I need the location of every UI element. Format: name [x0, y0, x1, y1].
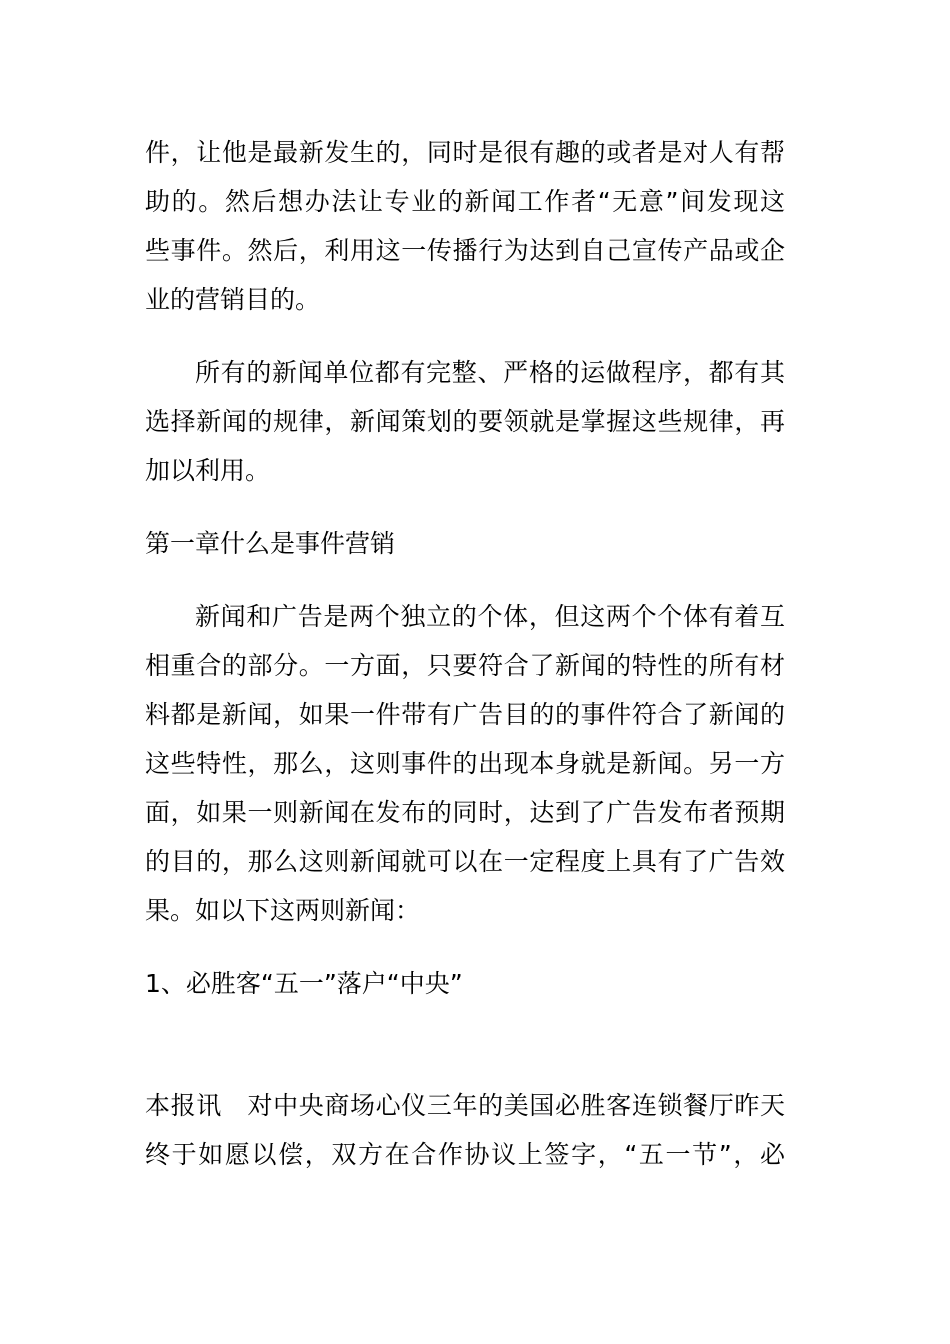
paragraph-1-line-2: 助的。然后想办法让专业的新闻工作者“无意”间发现这 — [145, 187, 785, 216]
paragraph-3-line-4: 这些特性，那么，这则事件的出现本身就是新闻。另一方 — [145, 749, 785, 778]
paragraph-4-line-1: 本报讯 对中央商场心仪三年的美国必胜客连锁餐厅昨天 — [145, 1091, 785, 1120]
paragraph-1-line-1: 件，让他是最新发生的，同时是很有趣的或者是对人有帮 — [145, 138, 785, 167]
paragraph-1-line-3: 些事件。然后，利用这一传播行为达到自己宣传产品或企 — [145, 236, 785, 265]
paragraph-2-line-2: 选择新闻的规律，新闻策划的要领就是掌握这些规律，再 — [145, 407, 785, 436]
paragraph-3-line-7: 果。如以下这两则新闻： — [145, 896, 421, 925]
chapter-heading: 第一章什么是事件营销 — [145, 529, 396, 558]
paragraph-3-line-3: 料都是新闻，如果一件带有广告目的的事件符合了新闻的 — [145, 700, 785, 729]
paragraph-4-line-2: 终于如愿以偿，双方在合作协议上签字，“五一节”，必 — [145, 1140, 785, 1169]
paragraph-2-line-1: 所有的新闻单位都有完整、严格的运做程序，都有其 — [195, 358, 785, 387]
paragraph-1-line-4: 业的营销目的。 — [145, 285, 321, 314]
paragraph-3-line-5: 面，如果一则新闻在发布的同时，达到了广告发布者预期 — [145, 798, 785, 827]
paragraph-3-line-6: 的目的，那么这则新闻就可以在一定程度上具有了广告效 — [145, 847, 785, 876]
example-heading: 1、必胜客“五一”落户“中央” — [145, 969, 463, 998]
paragraph-3-line-1: 新闻和广告是两个独立的个体，但这两个个体有着互 — [195, 602, 785, 631]
paragraph-3-line-2: 相重合的部分。一方面，只要符合了新闻的特性的所有材 — [145, 651, 785, 680]
paragraph-2-line-3: 加以利用。 — [145, 456, 271, 485]
